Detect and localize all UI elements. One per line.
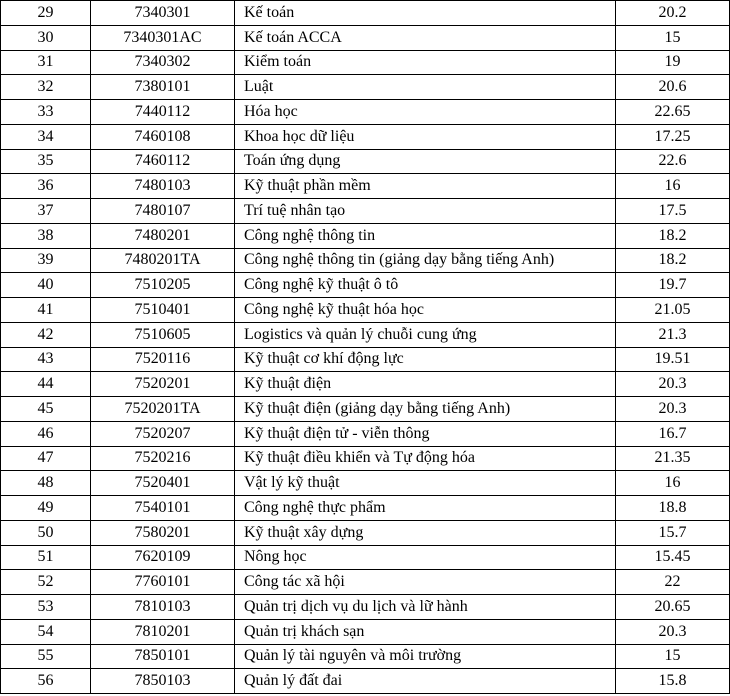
table-row [1,149,730,174]
score-cell: 22 [616,570,730,595]
row-number-cell: 54 [1,619,91,644]
major-name-cell: Công nghệ thông tin (giảng dạy bằng tiếng Anh) [235,248,616,273]
major-name-cell: Logistics và quản lý chuỗi cung ứng [235,322,616,347]
row-number-cell: 45 [1,397,91,422]
score-cell: 20.2 [616,1,730,26]
table-row [1,669,730,694]
row-number-cell: 37 [1,199,91,224]
row-number-cell: 39 [1,248,91,273]
table-row [1,322,730,347]
major-name-cell: Hóa học [235,100,616,125]
score-cell: 19.7 [616,273,730,298]
score-cell: 19 [616,50,730,75]
table-row [1,545,730,570]
table-row [1,644,730,669]
major-code-cell: 7520201 [91,372,235,397]
score-cell: 15.45 [616,545,730,570]
score-cell: 18.8 [616,496,730,521]
major-code-cell: 7480201 [91,223,235,248]
table-row [1,75,730,100]
major-name-cell: Công nghệ kỹ thuật hóa học [235,298,616,323]
major-code-cell: 7340301AC [91,25,235,50]
table-row [1,1,730,26]
major-name-cell: Luật [235,75,616,100]
major-code-cell: 7760101 [91,570,235,595]
row-number-cell: 51 [1,545,91,570]
table-row [1,372,730,397]
score-cell: 16.7 [616,421,730,446]
score-cell: 16 [616,471,730,496]
major-code-cell: 7520401 [91,471,235,496]
score-cell: 15 [616,25,730,50]
row-number-cell: 34 [1,124,91,149]
major-name-cell: Công nghệ thực phẩm [235,496,616,521]
major-name-cell: Khoa học dữ liệu [235,124,616,149]
major-name-cell: Kỹ thuật điện [235,372,616,397]
row-number-cell: 43 [1,347,91,372]
major-code-cell: 7810201 [91,619,235,644]
major-name-cell: Công nghệ kỹ thuật ô tô [235,273,616,298]
score-cell: 20.3 [616,397,730,422]
major-name-cell: Công tác xã hội [235,570,616,595]
major-name-cell: Quản trị dịch vụ du lịch và lữ hành [235,595,616,620]
score-table-body [1,1,730,694]
table-row [1,570,730,595]
major-code-cell: 7460108 [91,124,235,149]
score-cell: 20.65 [616,595,730,620]
table-row [1,199,730,224]
major-code-cell: 7810103 [91,595,235,620]
major-name-cell: Kỹ thuật phần mềm [235,174,616,199]
major-name-cell: Kiểm toán [235,50,616,75]
major-code-cell: 7480107 [91,199,235,224]
row-number-cell: 41 [1,298,91,323]
major-name-cell: Quản lý tài nguyên và môi trường [235,644,616,669]
score-cell: 21.05 [616,298,730,323]
major-name-cell: Kỹ thuật điện (giảng dạy bằng tiếng Anh) [235,397,616,422]
row-number-cell: 29 [1,1,91,26]
major-name-cell: Kỹ thuật cơ khí động lực [235,347,616,372]
major-name-cell: Công nghệ thông tin [235,223,616,248]
major-code-cell: 7340302 [91,50,235,75]
major-name-cell: Kỹ thuật xây dựng [235,520,616,545]
row-number-cell: 53 [1,595,91,620]
row-number-cell: 33 [1,100,91,125]
major-code-cell: 7510605 [91,322,235,347]
table-row [1,397,730,422]
row-number-cell: 42 [1,322,91,347]
score-cell: 20.3 [616,372,730,397]
major-code-cell: 7440112 [91,100,235,125]
score-cell: 21.35 [616,446,730,471]
table-row [1,100,730,125]
score-cell: 18.2 [616,248,730,273]
row-number-cell: 49 [1,496,91,521]
table-row [1,223,730,248]
score-cell: 20.3 [616,619,730,644]
major-code-cell: 7480103 [91,174,235,199]
row-number-cell: 47 [1,446,91,471]
major-name-cell: Quản trị khách sạn [235,619,616,644]
table-row [1,471,730,496]
table-row [1,619,730,644]
score-cell: 22.65 [616,100,730,125]
table-row [1,248,730,273]
table-row [1,298,730,323]
major-code-cell: 7520116 [91,347,235,372]
major-code-cell: 7850103 [91,669,235,694]
table-row [1,347,730,372]
row-number-cell: 46 [1,421,91,446]
row-number-cell: 31 [1,50,91,75]
major-code-cell: 7620109 [91,545,235,570]
row-number-cell: 52 [1,570,91,595]
table-row [1,496,730,521]
table-row [1,174,730,199]
major-code-cell: 7480201TA [91,248,235,273]
score-cell: 15.7 [616,520,730,545]
major-name-cell: Toán ứng dụng [235,149,616,174]
score-cell: 18.2 [616,223,730,248]
major-code-cell: 7510205 [91,273,235,298]
table-row [1,421,730,446]
major-name-cell: Vật lý kỹ thuật [235,471,616,496]
row-number-cell: 35 [1,149,91,174]
table-row [1,50,730,75]
major-name-cell: Kỹ thuật điện tử - viễn thông [235,421,616,446]
major-name-cell: Quản lý đất đai [235,669,616,694]
table-row [1,446,730,471]
score-cell: 19.51 [616,347,730,372]
major-name-cell: Trí tuệ nhân tạo [235,199,616,224]
score-cell: 20.6 [616,75,730,100]
score-cell: 16 [616,174,730,199]
score-cell: 15.8 [616,669,730,694]
row-number-cell: 50 [1,520,91,545]
score-cell: 21.3 [616,322,730,347]
row-number-cell: 48 [1,471,91,496]
major-code-cell: 7380101 [91,75,235,100]
major-code-cell: 7520207 [91,421,235,446]
score-cell: 15 [616,644,730,669]
row-number-cell: 40 [1,273,91,298]
major-code-cell: 7540101 [91,496,235,521]
table-row [1,25,730,50]
row-number-cell: 38 [1,223,91,248]
major-code-cell: 7520216 [91,446,235,471]
major-code-cell: 7460112 [91,149,235,174]
row-number-cell: 36 [1,174,91,199]
row-number-cell: 44 [1,372,91,397]
row-number-cell: 32 [1,75,91,100]
table-row [1,520,730,545]
major-code-cell: 7340301 [91,1,235,26]
score-cell: 17.25 [616,124,730,149]
row-number-cell: 55 [1,644,91,669]
table-row [1,273,730,298]
major-name-cell: Nông học [235,545,616,570]
major-name-cell: Kỹ thuật điều khiển và Tự động hóa [235,446,616,471]
table-row [1,124,730,149]
score-cell: 17.5 [616,199,730,224]
major-code-cell: 7850101 [91,644,235,669]
major-code-cell: 7520201TA [91,397,235,422]
major-name-cell: Kế toán ACCA [235,25,616,50]
major-code-cell: 7580201 [91,520,235,545]
major-name-cell: Kế toán [235,1,616,26]
major-code-cell: 7510401 [91,298,235,323]
score-cell: 22.6 [616,149,730,174]
row-number-cell: 30 [1,25,91,50]
row-number-cell: 56 [1,669,91,694]
table-row [1,595,730,620]
